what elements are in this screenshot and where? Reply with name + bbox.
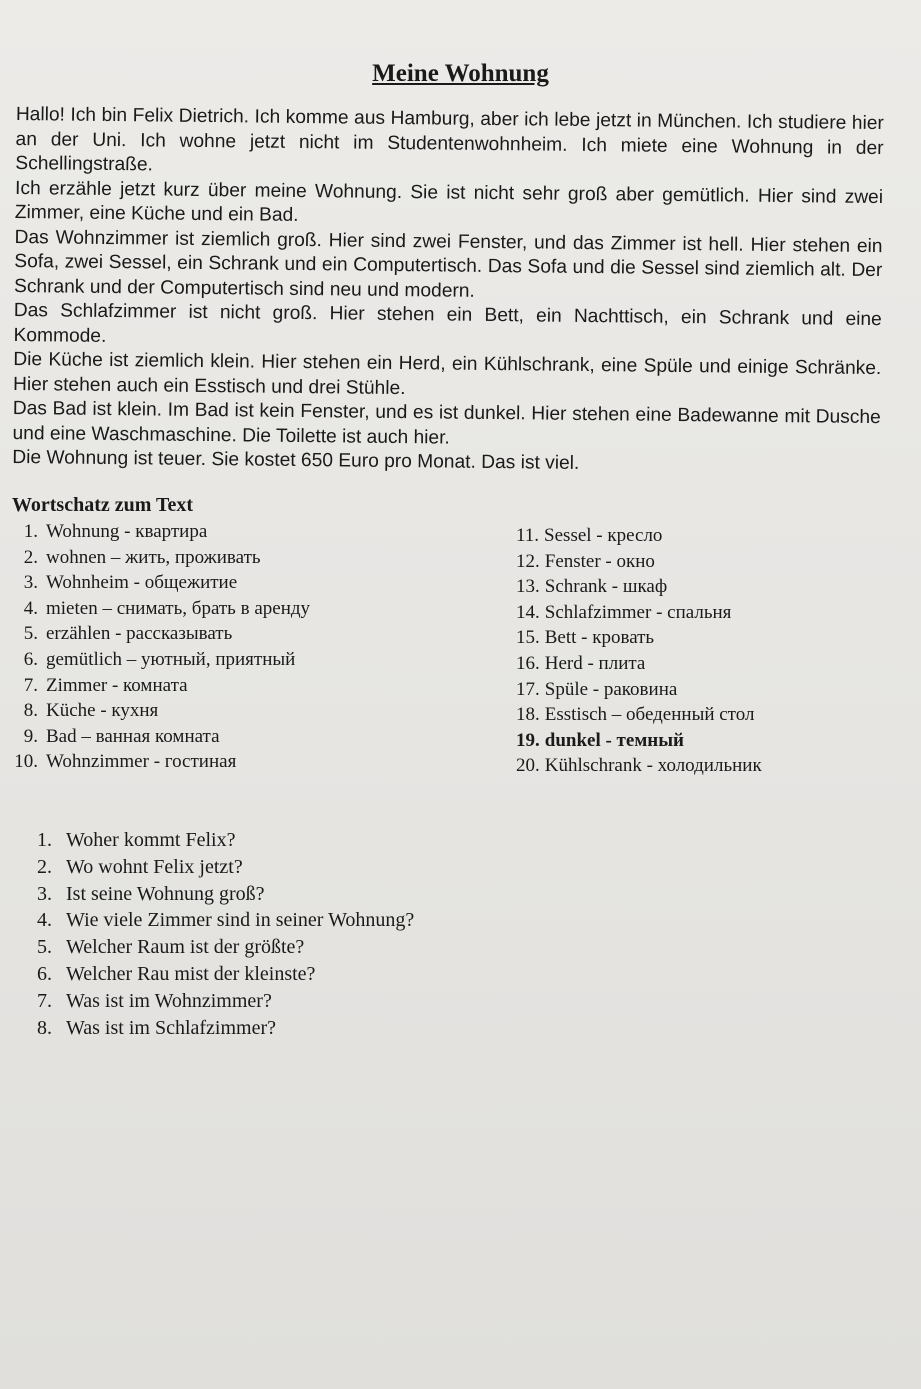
item-number: 1.: [23, 521, 38, 542]
question-item: [0, 934, 414, 961]
vocabulary-item: [516, 574, 762, 600]
item-text: Wohnung - квартира: [46, 521, 208, 542]
item-number: 14.: [516, 601, 540, 623]
item-text: wohnen – жить, проживать: [46, 546, 261, 568]
vocabulary-item: [0, 570, 310, 596]
vocabulary-item: [0, 545, 310, 571]
item-number: 5.: [23, 623, 38, 645]
item-number: 10.: [14, 751, 38, 773]
vocabulary-item: [0, 749, 310, 775]
item-number: 3.: [23, 572, 38, 594]
vocabulary-item: [0, 698, 310, 724]
item-text: Wohnzimmer - гостиная: [46, 751, 237, 773]
item-text: Bad – ванная комната: [46, 725, 220, 747]
vocabulary-item: [516, 549, 762, 575]
question-text: Welcher Rau mist der kleinste?: [66, 962, 316, 985]
vocabulary-list-left: [0, 519, 310, 775]
item-number: 9.: [23, 725, 38, 747]
question-number: 8.: [37, 1016, 52, 1039]
vocabulary-heading: Wortschatz zum Text: [12, 494, 194, 516]
item-text: Sessel - кресло: [544, 525, 663, 546]
item-number: 11.: [516, 525, 540, 546]
paragraph: Das Wohnzimmer ist ziemlich groß. Hier sind zwei Fenster, und das Zimmer ist hell. Hier stehen ein Sofa, zwei Sessel, ein Schrank und ein Computertisch. Das Sofa und die Sessel sind ziemlich alt. Der Schrank und der Computertisch sind neu und modern.: [13, 226, 883, 302]
item-text: Schlafzimmer - спальня: [544, 601, 732, 623]
question-text: Wie viele Zimmer sind in seiner Wohnung?: [66, 909, 415, 932]
vocabulary-item: [516, 600, 762, 626]
paragraph: Das Bad ist klein. Im Bad ist kein Fenster, und es ist dunkel. Hier stehen eine Badewanne mit Dusche und eine Waschmaschine. Die Toilette ist auch hier.: [12, 397, 881, 449]
item-number: 8.: [23, 700, 38, 722]
paragraph: Ich erzähle jetzt kurz über meine Wohnung. Sie ist nicht sehr groß aber gemütlich. Hier sind zwei Zimmer, eine Küche und ein Bad.: [14, 177, 884, 226]
item-number: 4.: [23, 597, 38, 619]
question-number: 7.: [37, 989, 52, 1012]
question-item: [0, 1015, 414, 1042]
question-list: [0, 827, 414, 1041]
question-text: Was ist im Wohnzimmer?: [66, 989, 272, 1012]
paragraph: Hallo! Ich bin Felix Dietrich. Ich komme aus Hamburg, aber ich lebe jetzt in München. Ich studiere hier an der Uni. Ich wohne jetzt nicht im Studentenwohnheim. Ich miete eine Wohnung in der Schellingstraße.: [15, 103, 884, 176]
item-number: 2.: [23, 546, 38, 568]
question-number: 4.: [37, 909, 52, 932]
item-text: Schrank - шкаф: [544, 576, 668, 598]
vocabulary-item: [0, 647, 310, 673]
paragraph: Das Schlafzimmer ist nicht groß. Hier stehen ein Bett, ein Nachttisch, ein Schrank und eine Kommode.: [13, 299, 882, 347]
question-text: Was ist im Schlafzimmer?: [66, 1016, 276, 1039]
question-item: [0, 827, 414, 854]
item-number: 19.: [516, 729, 540, 751]
vocabulary-item: [0, 724, 310, 750]
vocabulary-item: [516, 523, 762, 549]
question-item: [0, 961, 414, 988]
vocabulary-list-right: [516, 523, 762, 779]
question-item: [0, 907, 414, 934]
question-number: 3.: [37, 882, 52, 905]
item-text: erzählen - рассказывать: [46, 623, 233, 645]
vocabulary-item: [516, 677, 762, 703]
item-text: Küche - кухня: [46, 700, 159, 722]
question-number: 6.: [37, 962, 52, 985]
vocabulary-item: [516, 702, 762, 728]
reading-text: [12, 103, 884, 480]
item-text: dunkel - темный: [544, 729, 684, 751]
document-title: Meine Wohnung: [372, 60, 549, 87]
vocabulary-item: [0, 519, 310, 545]
question-number: 5.: [37, 936, 52, 959]
item-text: Wohnheim - общежитие: [46, 572, 238, 594]
item-number: 12.: [516, 550, 540, 572]
question-number: 1.: [37, 829, 52, 851]
question-item: [0, 881, 414, 908]
vocabulary-item: [516, 753, 762, 779]
question-text: Wo wohnt Felix jetzt?: [66, 855, 243, 878]
item-number: 16.: [516, 652, 540, 674]
item-number: 6.: [23, 648, 38, 670]
item-number: 15.: [516, 627, 540, 649]
question-text: Ist seine Wohnung groß?: [66, 882, 265, 905]
question-item: [0, 854, 414, 881]
item-text: Fenster - окно: [544, 550, 655, 572]
item-text: Esstisch – обеденный стол: [544, 704, 755, 726]
vocabulary-item: [0, 596, 310, 622]
question-text: Woher kommt Felix?: [66, 829, 236, 851]
item-text: Bett - кровать: [544, 627, 655, 649]
item-text: Zimmer - комната: [46, 674, 188, 696]
vocabulary-item: [516, 625, 762, 651]
question-item: [0, 988, 414, 1015]
item-text: mieten – снимать, брать в аренду: [46, 597, 311, 619]
vocabulary-item: [0, 621, 310, 647]
question-text: Welcher Raum ist der größte?: [66, 936, 305, 959]
vocabulary-item: [516, 651, 762, 677]
item-number: 18.: [516, 704, 540, 726]
question-number: 2.: [37, 855, 52, 878]
item-text: Herd - плита: [544, 652, 646, 674]
item-text: Spüle - раковина: [544, 678, 678, 700]
paragraph: Die Küche ist ziemlich klein. Hier stehen ein Herd, ein Kühlschrank, eine Spüle und einige Schränke. Hier stehen auch ein Esstisch und drei Stühle.: [12, 348, 882, 399]
item-number: 20.: [516, 755, 540, 777]
item-text: gemütlich – уютный, приятный: [46, 648, 296, 670]
item-number: 13.: [516, 576, 540, 598]
item-number: 17.: [516, 678, 540, 700]
vocabulary-item: [516, 728, 762, 754]
item-text: Kühlschrank - холодильник: [544, 755, 762, 777]
paragraph: Die Wohnung ist teuer. Sie kostet 650 Euro pro Monat. Das ist viel.: [12, 446, 580, 474]
vocabulary-item: [0, 673, 310, 699]
item-number: 7.: [23, 674, 38, 696]
